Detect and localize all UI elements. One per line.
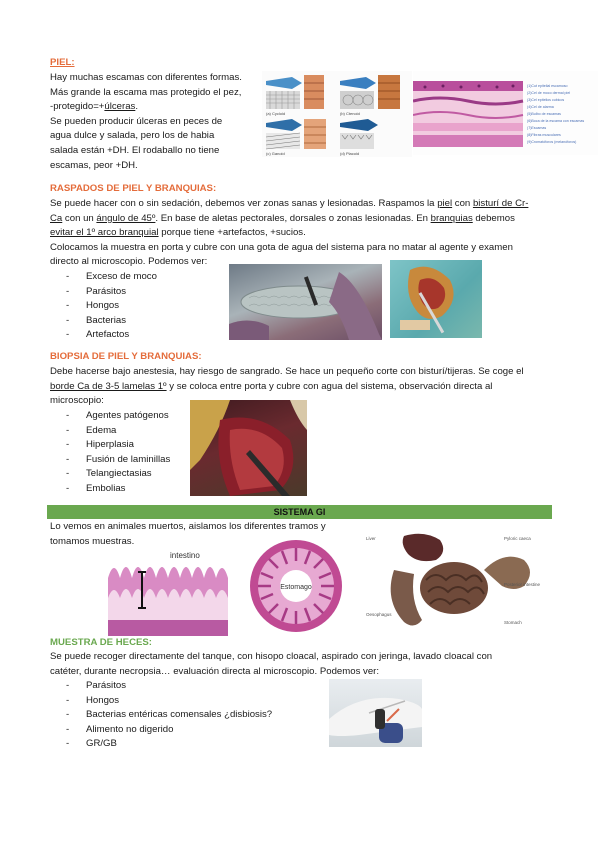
- section-heading-raspados: RASPADOS DE PIEL Y BRANQUIAS:: [50, 183, 217, 194]
- list-item-label: Fusión de laminillas: [86, 453, 171, 465]
- piel-line: Más grande la escama mas protegido el pez,: [50, 86, 242, 98]
- histo-label: (3)Cel epitelios cubicos: [527, 98, 565, 102]
- list-item: - Agentes patógenos: [66, 410, 169, 421]
- raspados-line: directo al microscopio. Podemos ver:: [50, 256, 208, 268]
- piel-line: agua dulce y salada, pero los de habia: [50, 130, 215, 142]
- scale-types-figure: [262, 71, 412, 157]
- list-item: - Fusión de laminillas: [66, 453, 171, 465]
- sistema-gi-line: Lo vemos en animales muertos, aislamos los diferentes tramos y: [50, 521, 326, 532]
- text-part-underlined: piel: [437, 198, 453, 209]
- piel-line: escamas, peor +DH.: [50, 159, 138, 171]
- list-item-label: Parásitos: [86, 285, 126, 297]
- list-item-label: Bacterias entéricas comensales ¿disbiosis?: [86, 709, 273, 721]
- list-item-label: Telangiectasias: [86, 468, 152, 480]
- list-item-label: Hongos: [86, 694, 120, 706]
- piel-line-part: .: [135, 101, 139, 113]
- list-item-label: Alimento no digerido: [86, 723, 174, 735]
- intestino-label: intestino: [170, 551, 200, 560]
- heces-line: Se puede recoger directamente del tanque, con hisopo cloacal, aspirado con jeringa, lavado cloacal con: [50, 651, 493, 662]
- section-heading-piel: PIEL:: [50, 57, 75, 68]
- histo-label: (1)Cut epitelial escamoso: [527, 84, 568, 88]
- gi-label-liver: Liver: [366, 536, 376, 541]
- list-item-label: Artefactos: [86, 329, 130, 341]
- list-item: - Parásitos: [66, 680, 126, 691]
- stomach-histology-image: [232, 539, 360, 633]
- list-item: - GR/GB: [66, 738, 117, 750]
- gi-label-stomach: Stomach: [504, 620, 522, 625]
- fig-label-d: (d) Placoid: [340, 151, 360, 156]
- list-item-label: Exceso de moco: [86, 271, 157, 282]
- skin-scraping-photo: [229, 264, 382, 340]
- section-heading-biopsia: BIOPSIA DE PIEL Y BRANQUIAS:: [50, 351, 202, 362]
- estomago-label: Estomago: [280, 584, 312, 591]
- list-item-label: Hiperplasia: [86, 439, 134, 451]
- text-part-underlined: branquias: [430, 212, 473, 224]
- fecal-sample-photo: [329, 679, 422, 747]
- piel-line: salada están +DH. El rodaballo no tiene: [50, 144, 220, 156]
- section-heading-heces: MUESTRA DE HECES:: [50, 637, 152, 648]
- heces-text: [50, 650, 560, 679]
- histo-label: (9)Cromatóforos (melanóforos): [527, 140, 577, 144]
- list-item: - Parásitos: [66, 285, 126, 297]
- list-item-label: Edema: [86, 424, 117, 436]
- intestine-histology-image: [108, 548, 228, 636]
- list-item: - Exceso de moco: [66, 271, 157, 282]
- list-item: - Alimento no digerido: [66, 723, 174, 735]
- piel-text: [50, 71, 260, 173]
- raspados-line: [50, 212, 555, 227]
- text-part: con: [452, 198, 473, 209]
- list-item: - Edema: [66, 424, 117, 436]
- gi-label-oesophagus: Oesophagus: [366, 612, 392, 617]
- sistema-gi-banner: SISTEMA GI: [47, 505, 552, 519]
- piel-line-part-underlined: úlceras: [104, 101, 136, 113]
- list-item: - Embolias: [66, 482, 126, 494]
- text-part-underlined: Ca: [50, 212, 63, 224]
- biopsia-line: Debe hacerse bajo anestesia, hay riesgo de sangrado. Se hace un pequeño corte con bisturí/tijeras. Se coge el: [50, 366, 524, 377]
- fig-label-b: (b) Ctenoid: [340, 111, 360, 116]
- histo-label: (7)Escamas: [527, 126, 547, 130]
- sistema-gi-line: tomamos muestras.: [50, 535, 135, 547]
- histo-label: (6)Boca de la escama con escamas: [527, 119, 585, 123]
- text-part-underlined: bisturí de Cr-: [472, 198, 529, 209]
- raspados-list: [50, 270, 220, 343]
- histo-label: (5)Bulbo de escamas: [527, 112, 561, 116]
- list-item-label: Embolias: [86, 482, 126, 494]
- biopsia-line: microscopio:: [50, 395, 104, 407]
- biopsia-line: [50, 380, 560, 395]
- raspados-line: [50, 226, 555, 241]
- text-part-underlined: borde Ca de 3-5 lamelas 1º: [50, 380, 167, 392]
- text-part: . En base de aletas pectorales, dorsales o zonas lesionadas. En: [155, 212, 431, 224]
- gi-label-pyloric: Pyloric caeca: [504, 536, 531, 541]
- list-item: - Bacterias entéricas comensales ¿disbiosis?: [66, 709, 273, 721]
- text-part: porque tiene +artefactos, +sucios.: [158, 227, 306, 239]
- skin-histology-figure: [413, 71, 598, 155]
- list-item: - Hongos: [66, 694, 120, 706]
- list-item-label: Agentes patógenos: [86, 410, 169, 421]
- list-item-label: GR/GB: [86, 738, 117, 750]
- piel-line: [50, 100, 260, 115]
- text-part: con un: [62, 212, 97, 224]
- raspados-line: Colocamos la muestra en porta y cubre con una gota de agua del sistema para no matar al agente y examen: [50, 241, 513, 253]
- text-part: Se puede hacer con o sin sedación, debemos ver zonas sanas y lesionadas. Raspamos la: [50, 198, 438, 209]
- list-item-label: Parásitos: [86, 680, 126, 691]
- list-item: - Hiperplasia: [66, 439, 134, 451]
- gi-tract-dissection-image: [364, 530, 554, 634]
- text-part-underlined: evitar el 1º arco branquial: [50, 227, 159, 239]
- histo-label: (2)Cel de moco dermal piel: [527, 91, 571, 95]
- text-part: debemos: [472, 212, 515, 224]
- gill-scraping-photo: [390, 260, 482, 338]
- list-item-label: Hongos: [86, 300, 120, 312]
- fig-label-c: (c) Ganoid: [266, 151, 285, 156]
- piel-line: Se pueden producir úlceras en peces de: [50, 115, 223, 127]
- fig-label-a: (a) Cycloid: [266, 111, 286, 116]
- list-item: - Telangiectasias: [66, 468, 152, 480]
- heces-line: catéter, durante necropsia… evaluación directa al microscopio. Podemos ver:: [50, 665, 380, 677]
- raspados-line: [50, 197, 555, 212]
- text-part-underlined: ángulo de 45º: [96, 212, 156, 224]
- piel-line-part: -protegido=+: [50, 101, 105, 113]
- piel-line: Hay muchas escamas con diferentes formas.: [50, 72, 242, 83]
- heces-list: [50, 679, 330, 752]
- list-item: - Hongos: [66, 300, 120, 312]
- text-part: y se coloca entre porta y cubre con agua del sistema, observación directa al: [166, 380, 493, 392]
- list-item: - Artefactos: [66, 329, 130, 341]
- gi-label-posterior-intestine: Posterior intestine: [504, 582, 541, 587]
- gill-biopsy-photo: [190, 400, 307, 496]
- list-item: - Bacterias: [66, 314, 126, 326]
- histo-label: (4)Cel de alarma: [527, 105, 554, 109]
- list-item-label: Bacterias: [86, 314, 126, 326]
- histo-label: (8)Fibras musculares: [527, 133, 561, 137]
